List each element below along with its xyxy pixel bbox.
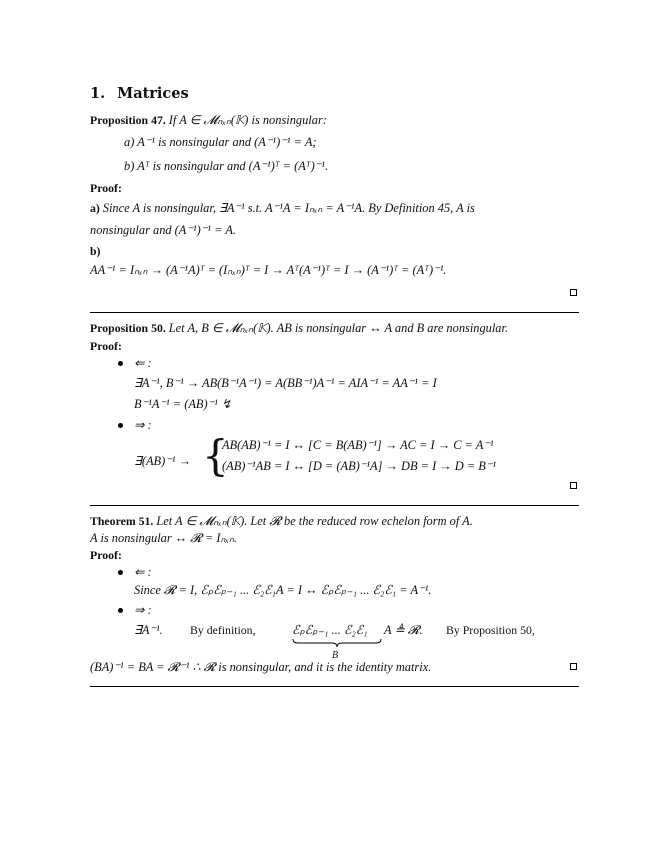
divider-rule xyxy=(90,312,579,313)
case1-line2-text: B⁻¹A⁻¹ = (AB)⁻¹ ↯ xyxy=(134,397,232,411)
proposition-47-item-b xyxy=(124,158,328,174)
qed-square-icon xyxy=(570,289,577,296)
case2-line2 xyxy=(222,458,496,474)
thm-case2-by-prop xyxy=(446,622,535,638)
case1-label: ⇐ : xyxy=(134,356,152,370)
bullet-icon xyxy=(118,423,123,428)
thm-case1-line xyxy=(134,582,431,598)
proof-label-47: Proof: xyxy=(90,181,122,195)
case2-lead-text: ∃(AB)⁻¹ → xyxy=(134,454,191,468)
theorem-51-label: Theorem 51. xyxy=(90,514,154,528)
conclusion-text: (BA)⁻¹ = BA = 𝓡⁻¹ ∴ 𝓡 is nonsingular, and it is the identity matrix. xyxy=(90,660,432,674)
thm-case2-label-text: ⇒ : xyxy=(134,603,152,617)
thm-case2-conclusion xyxy=(90,659,431,675)
by-proposition-text: By Proposition 50, xyxy=(446,623,535,637)
case2-label: ⇒ : xyxy=(134,418,152,432)
proof-a-line1: Since A is nonsingular, ∃A⁻¹ s.t. A⁻¹A = Iₙₓₙ = A⁻¹A. By Definition 45, A is xyxy=(102,201,475,215)
theorem-51-statement xyxy=(90,513,473,529)
thm-case2-label xyxy=(134,602,152,618)
proposition-47-statement xyxy=(90,112,327,128)
thm-case1-line-text: Since 𝓡 = I, ℰₚℰₚ₋₁ ... ℰ₂ℰ₁A = I ↔ ℰₚℰₚ₋₁ ... ℰ₂ℰ₁ = A⁻¹. xyxy=(134,583,432,597)
case2-line2-text: (AB)⁻¹AB = I ↔ [D = (AB)⁻¹A] → DB = I → D = B⁻¹ xyxy=(222,459,497,473)
bullet-icon xyxy=(118,570,123,575)
proof-label-51: Proof: xyxy=(90,548,122,562)
underbrace-label-text: B xyxy=(332,650,339,661)
divider-rule xyxy=(90,505,579,506)
proof-47-part-b xyxy=(90,262,447,278)
proof-a-line2: nonsingular and (A⁻¹)⁻¹ = A. xyxy=(90,223,237,237)
divider-rule xyxy=(90,686,579,687)
item-a-text: a) A⁻¹ is nonsingular and (A⁻¹)⁻¹ = A; xyxy=(124,135,317,149)
thm-case2-product xyxy=(292,622,368,638)
bullet-icon xyxy=(118,361,123,366)
proposition-47-label: Proposition 47. xyxy=(90,113,166,127)
case-forward-implication xyxy=(134,417,152,433)
case2-lead xyxy=(134,453,191,469)
theorem-51-line2-text: A is nonsingular ↔ 𝓡 = Iₙₓₙ. xyxy=(90,531,238,545)
proposition-50-text: Let A, B ∈ 𝓜ₙₓₙ(𝕂). AB is nonsingular ↔ A and B are nonsingular. xyxy=(168,321,509,335)
theorem-51-line1: Let A ∈ 𝓜ₙₓₙ(𝕂). Let 𝓡 be the reduced row echelon form of A. xyxy=(156,514,473,528)
proposition-50-statement xyxy=(90,320,508,336)
thm-case1-label-text: ⇐ : xyxy=(134,565,152,579)
left-brace-icon: { xyxy=(202,431,229,480)
proof-b-line: AA⁻¹ = Iₙₓₙ → (A⁻¹A)ᵀ = (Iₙₓₙ)ᵀ = I → Aᵀ(A⁻¹)ᵀ = I → (A⁻¹)ᵀ = (Aᵀ)⁻¹. xyxy=(90,263,447,277)
proof-label-50: Proof: xyxy=(90,339,122,353)
proof-47-part-a-cont xyxy=(90,222,236,238)
section-number: 1. xyxy=(90,85,106,102)
bullet-icon xyxy=(118,608,123,613)
case-reverse-implication xyxy=(134,355,152,371)
theorem-51-line2 xyxy=(90,530,237,546)
item-b-text: b) Aᵀ is nonsingular and (A⁻¹)ᵀ = (Aᵀ)⁻¹. xyxy=(124,159,329,173)
thm-case2-equiv xyxy=(384,622,423,638)
proposition-50-label: Proposition 50. xyxy=(90,321,166,335)
case2-line1-text: AB(AB)⁻¹ = I ↔ [C = B(AB)⁻¹] → AC = I → C = A⁻¹ xyxy=(222,438,494,452)
proof-b-label: b) xyxy=(90,244,101,258)
proof-47-part-a xyxy=(90,200,579,216)
equiv-expr-text: A ≜ 𝓡. xyxy=(384,623,423,637)
thm-case2-lead xyxy=(134,622,163,638)
thm-case2-lead-text: ∃A⁻¹. xyxy=(134,623,163,637)
case1-line1-text: ∃A⁻¹, B⁻¹ → AB(B⁻¹A⁻¹) = A(BB⁻¹)A⁻¹ = AIA⁻¹ = AA⁻¹ = I xyxy=(134,376,437,390)
proof-a-label: a) xyxy=(90,201,100,215)
qed-square-icon xyxy=(570,663,577,670)
by-definition-text: By definition, xyxy=(190,623,256,637)
qed-square-icon xyxy=(570,482,577,489)
product-expr-text: ℰₚℰₚ₋₁ ... ℰ₂ℰ₁ xyxy=(292,623,368,637)
proposition-47-text: If A ∈ 𝓜ₙₓₙ(𝕂) is nonsingular: xyxy=(168,113,327,127)
case2-line1 xyxy=(222,437,494,453)
thm-case1-label xyxy=(134,564,152,580)
case1-line1 xyxy=(134,375,437,391)
case1-line2 xyxy=(134,396,231,412)
proposition-47-item-a xyxy=(124,134,317,150)
section-heading xyxy=(90,85,189,102)
thm-case2-by-def xyxy=(190,622,256,638)
section-title: Matrices xyxy=(117,85,189,102)
